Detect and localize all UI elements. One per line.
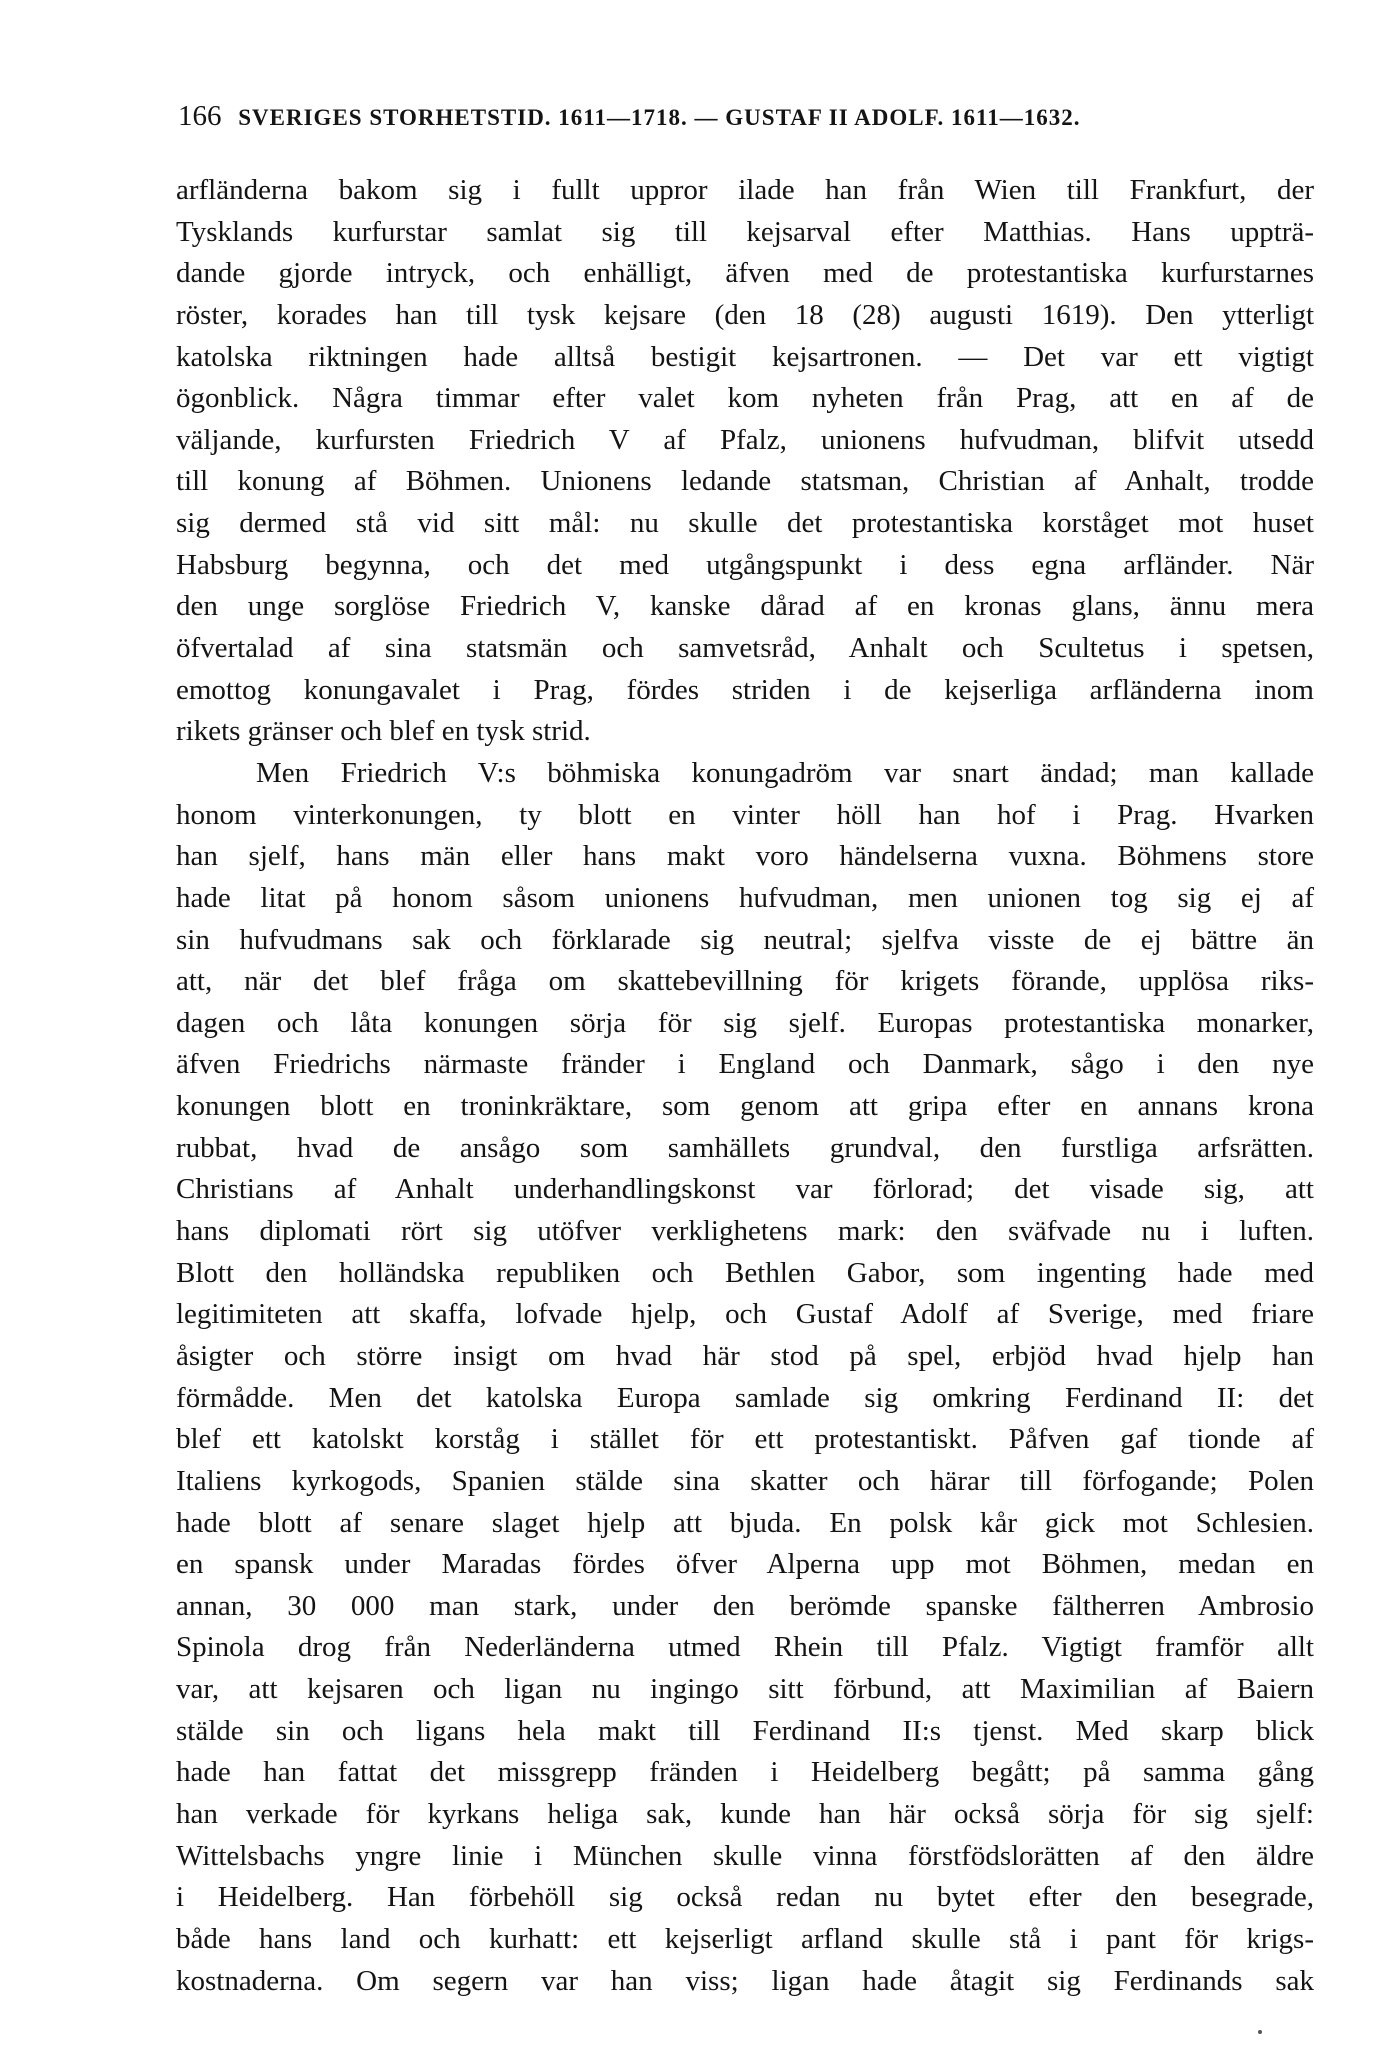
text-line: legitimiteten att skaffa, lofvade hjelp, och Gustaf Adolf af Sverige, med friare [176, 1298, 1314, 1331]
text-line: rubbat, hvad de ansågo som samhällets grundval, den furstliga arfsrätten. [176, 1131, 1314, 1164]
text-line: Habsburg begynna, och det med utgångspunkt i dess egna arfländer. När [176, 548, 1314, 581]
text-line: emottog konungavalet i Prag, fördes striden i de kejserliga arfländerna inom [176, 673, 1314, 706]
text-line: var, att kejsaren och ligan nu ingingo sitt förbund, att Maximilian af Baiern [176, 1673, 1314, 1706]
paragraph [176, 170, 1314, 753]
paragraph [176, 753, 1314, 2002]
text-line: en spansk under Maradas fördes öfver Alperna upp mot Böhmen, medan en [176, 1548, 1314, 1581]
running-head-title: SVERIGES STORHETSTID. 1611—1718. — GUSTAF II ADOLF. 1611—1632. [238, 105, 1081, 130]
text-line: i Heidelberg. Han förbehöll sig också redan nu bytet efter den besegrade, [176, 1881, 1314, 1914]
text-line: den unge sorglöse Friedrich V, kanske dårad af en kronas glans, ännu mera [176, 590, 1314, 623]
text-line: konungen blott en troninkräktare, som genom att gripa efter en annans krona [176, 1090, 1314, 1123]
text-line: röster, korades han till tysk kejsare (den 18 (28) augusti 1619). Den ytterligt [176, 298, 1314, 331]
text-line: både hans land och kurhatt: ett kejserligt arfland skulle stå i pant för krigs- [176, 1922, 1314, 1955]
text-line: han sjelf, hans män eller hans makt voro händelserna vuxna. Böhmens store [176, 840, 1314, 873]
text-line: Blott den holländska republiken och Bethlen Gabor, som ingenting hade med [176, 1256, 1314, 1289]
text-line: Men Friedrich V:s böhmiska konungadröm var snart ändad; man kallade [256, 756, 1314, 789]
text-line: hans diplomati rört sig utöfver verklighetens mark: den sväfvade nu i luften. [176, 1215, 1314, 1248]
text-line: Wittelsbachs yngre linie i München skulle vinna förstfödslorätten af den äldre [176, 1839, 1314, 1872]
text-line: åsigter och större insigt om hvad här stod på spel, erbjöd hvad hjelp han [176, 1339, 1314, 1372]
text-line: honom vinterkonungen, ty blott en vinter höll han hof i Prag. Hvarken [176, 798, 1314, 831]
text-line: dande gjorde intryck, och enhälligt, äfven med de protestantiska kurfurstarnes [176, 257, 1314, 290]
text-line: öfvertalad af sina statsmän och samvetsråd, Anhalt och Scultetus i spetsen, [176, 632, 1314, 665]
text-line: katolska riktningen hade alltså bestigit kejsartronen. — Det var ett vigtigt [176, 340, 1314, 373]
text-line: Christians af Anhalt underhandlingskonst var förlorad; det visade sig, att [176, 1173, 1314, 1206]
text-line: sin hufvudmans sak och förklarade sig neutral; sjelfva visste de ej bättre än [176, 923, 1314, 956]
text-line: hade han fattat det missgrepp fränden i Heidelberg begått; på samma gång [176, 1756, 1314, 1789]
text-line: sig dermed stå vid sitt mål: nu skulle det protestantiska korståget mot huset [176, 507, 1314, 540]
text-line: hade litat på honom såsom unionens hufvudman, men unionen tog sig ej af [176, 881, 1314, 914]
text-line: Italiens kyrkogods, Spanien stälde sina skatter och härar till förfogande; Polen [176, 1464, 1314, 1497]
text-line: till konung af Böhmen. Unionens ledande statsman, Christian af Anhalt, trodde [176, 465, 1314, 498]
text-line: hade blott af senare slaget hjelp att bjuda. En polsk kår gick mot Schlesien. [176, 1506, 1314, 1539]
page-mark [1258, 2030, 1262, 2034]
text-line: Tysklands kurfurstar samlat sig till kejsarval efter Matthias. Hans uppträ- [176, 215, 1314, 248]
text-line: att, när det blef fråga om skattebevillning för krigets förande, upplösa riks- [176, 965, 1314, 998]
text-line: dagen och låta konungen sörja för sig sjelf. Europas protestantiska monarker, [176, 1006, 1314, 1039]
running-head [178, 100, 1258, 140]
text-line: Spinola drog från Nederländerna utmed Rhein till Pfalz. Vigtigt framför allt [176, 1631, 1314, 1664]
text-line: ögonblick. Några timmar efter valet kom nyheten från Prag, att en af de [176, 382, 1314, 415]
text-line: kostnaderna. Om segern var han viss; ligan hade åtagit sig Ferdinands sak [176, 1964, 1314, 1997]
text-line: rikets gränser och blef en tysk strid. [176, 715, 591, 748]
body-text [176, 170, 1314, 2002]
text-line: förmådde. Men det katolska Europa samlade sig omkring Ferdinand II: det [176, 1381, 1314, 1414]
text-line: han verkade för kyrkans heliga sak, kunde han här också sörja för sig sjelf: [176, 1797, 1314, 1830]
page-number: 166 [178, 100, 222, 132]
text-line: äfven Friedrichs närmaste fränder i England och Danmark, sågo i den nye [176, 1048, 1314, 1081]
text-line: annan, 30 000 man stark, under den berömde spanske fältherren Ambrosio [176, 1589, 1314, 1622]
text-line: blef ett katolskt korståg i stället för ett protestantiskt. Påfven gaf tionde af [176, 1423, 1314, 1456]
text-line: stälde sin och ligans hela makt till Ferdinand II:s tjenst. Med skarp blick [176, 1714, 1314, 1747]
text-line: arfländerna bakom sig i fullt uppror ilade han från Wien till Frankfurt, der [176, 174, 1314, 206]
text-line: väljande, kurfursten Friedrich V af Pfalz, unionens hufvudman, blifvit utsedd [176, 423, 1314, 456]
